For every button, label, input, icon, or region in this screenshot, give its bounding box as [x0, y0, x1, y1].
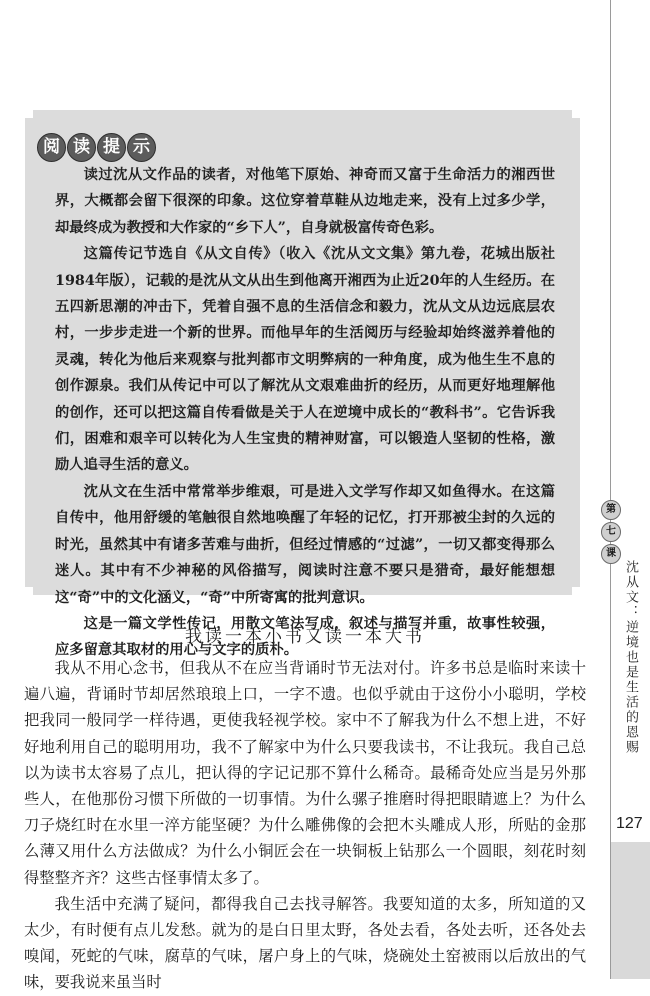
- box-corner-notch: [572, 587, 580, 595]
- box-corner-notch: [25, 110, 33, 118]
- box-corner-notch: [572, 110, 580, 118]
- tip-paragraph: 沈从文在生活中常常举步维艰，可是进入文学写作却又如鱼得水。在这篇自传中，他用舒缓的笔触很自然地唤醒了年轻的记忆，打开那被尘封的久远的时光，虽然其中有诸多苦难与曲折，但经过情感的“过滤”，一切又都变得那么迷人。其中有不少神秘的风俗描写，阅读时注意不要只是猎奇，最好能想想这“奇”中的文化涵义，“奇”中所寄寓的批判意识。: [55, 483, 555, 606]
- heading-char-circle: 示: [127, 133, 156, 162]
- article-body: [24, 655, 586, 996]
- lesson-badge-char: 课: [601, 544, 621, 564]
- lesson-number-badges: [600, 500, 622, 564]
- heading-char-circle: 提: [97, 133, 126, 162]
- lesson-badge-char: 七: [601, 522, 621, 542]
- lesson-title-vertical: 沈从文：逆境也是生活的恩赐: [623, 560, 638, 755]
- tip-paragraph: 读过沈从文作品的读者，对他笔下原始、神奇而又富于生命活力的湘西世界，大概都会留下很深的印象。这位穿着草鞋从边地走来，没有上过多少学，却最终成为教授和大作家的“乡下人”，自身就极富传奇色彩。: [55, 167, 555, 236]
- page-edge-band: [611, 842, 650, 979]
- reading-tips-heading: [37, 133, 156, 162]
- tip-paragraph: 这篇传记节选自《从文自传》（收入《沈从文文集》第九卷，花城出版社1984年版），记载的是沈从文从出生到他离开湘西为止近20年的人生经历。在五四新思潮的冲击下，凭着自强不息的生活信念和毅力，沈从文从边远底层农村，一步步走进一个新的世界。而他早年的生活阅历与经验却始终滋养着他的灵魂，转化为他后来观察与批判都市文明弊病的一种角度，成为他生生不息的创作源泉。我们从传记中可以了解沈从文艰难曲折的经历，从而更好地理解他的创作，还可以把这篇自传看做是关于人在逆境中成长的“教科书”。它告诉我们，困难和艰辛可以转化为人生宝贵的精神财富，可以锻造人坚韧的性格，激励人追寻生活的意义。: [55, 246, 555, 474]
- margin-rule: [610, 0, 611, 979]
- lesson-badge-char: 第: [601, 500, 621, 520]
- tip-paragraph: 这是一篇文学性传记，用散文笔法写成，叙述与描写并重，故事性较强，应多留意其取材的用心与文字的质朴。: [55, 615, 555, 659]
- reading-tips-body: [55, 162, 555, 664]
- article-title: 我读一本小书又读一本大书: [185, 627, 425, 647]
- page-number: 127: [616, 815, 643, 832]
- article-paragraph: 我从不用心念书，但我从不在应当背诵时节无法对付。许多书总是临时来读十遍八遍，背诵时节却居然琅琅上口，一字不遗。也似乎就由于这份小小聪明，学校把我同一般同学一样待遇，更使我轻视学校。家中不了解我为什么不想上进，不好好地利用自己的聪明用功，我不了解家中为什么只要我读书，不让我玩。我自己总以为读书太容易了点儿，把认得的字记记那不算什么稀奇。最稀奇处应当是另外那些人，在他那份习惯下所做的一切事情。为什么骡子推磨时得把眼睛遮上？为什么刀子烧红时在水里一淬方能坚硬？为什么雕佛像的会把木头雕成人形，所贴的金那么薄又用什么方法做成？为什么小铜匠会在一块铜板上钻那么一个圆眼，刻花时刻得整整齐齐？这些古怪事情太多了。: [24, 659, 586, 887]
- article-paragraph: 我生活中充满了疑问，都得我自己去找寻解答。我要知道的太多，所知道的又太少，有时便有点儿发愁。就为的是白日里太野，各处去看，各处去听，还各处去嗅闻，死蛇的气味，腐草的气味，屠户身上的气味，烧碗处土窑被雨以后放出的气味，要我说来虽当时: [24, 894, 586, 992]
- heading-char-circle: 阅: [37, 133, 66, 162]
- heading-char-circle: 读: [67, 133, 96, 162]
- box-corner-notch: [25, 587, 33, 595]
